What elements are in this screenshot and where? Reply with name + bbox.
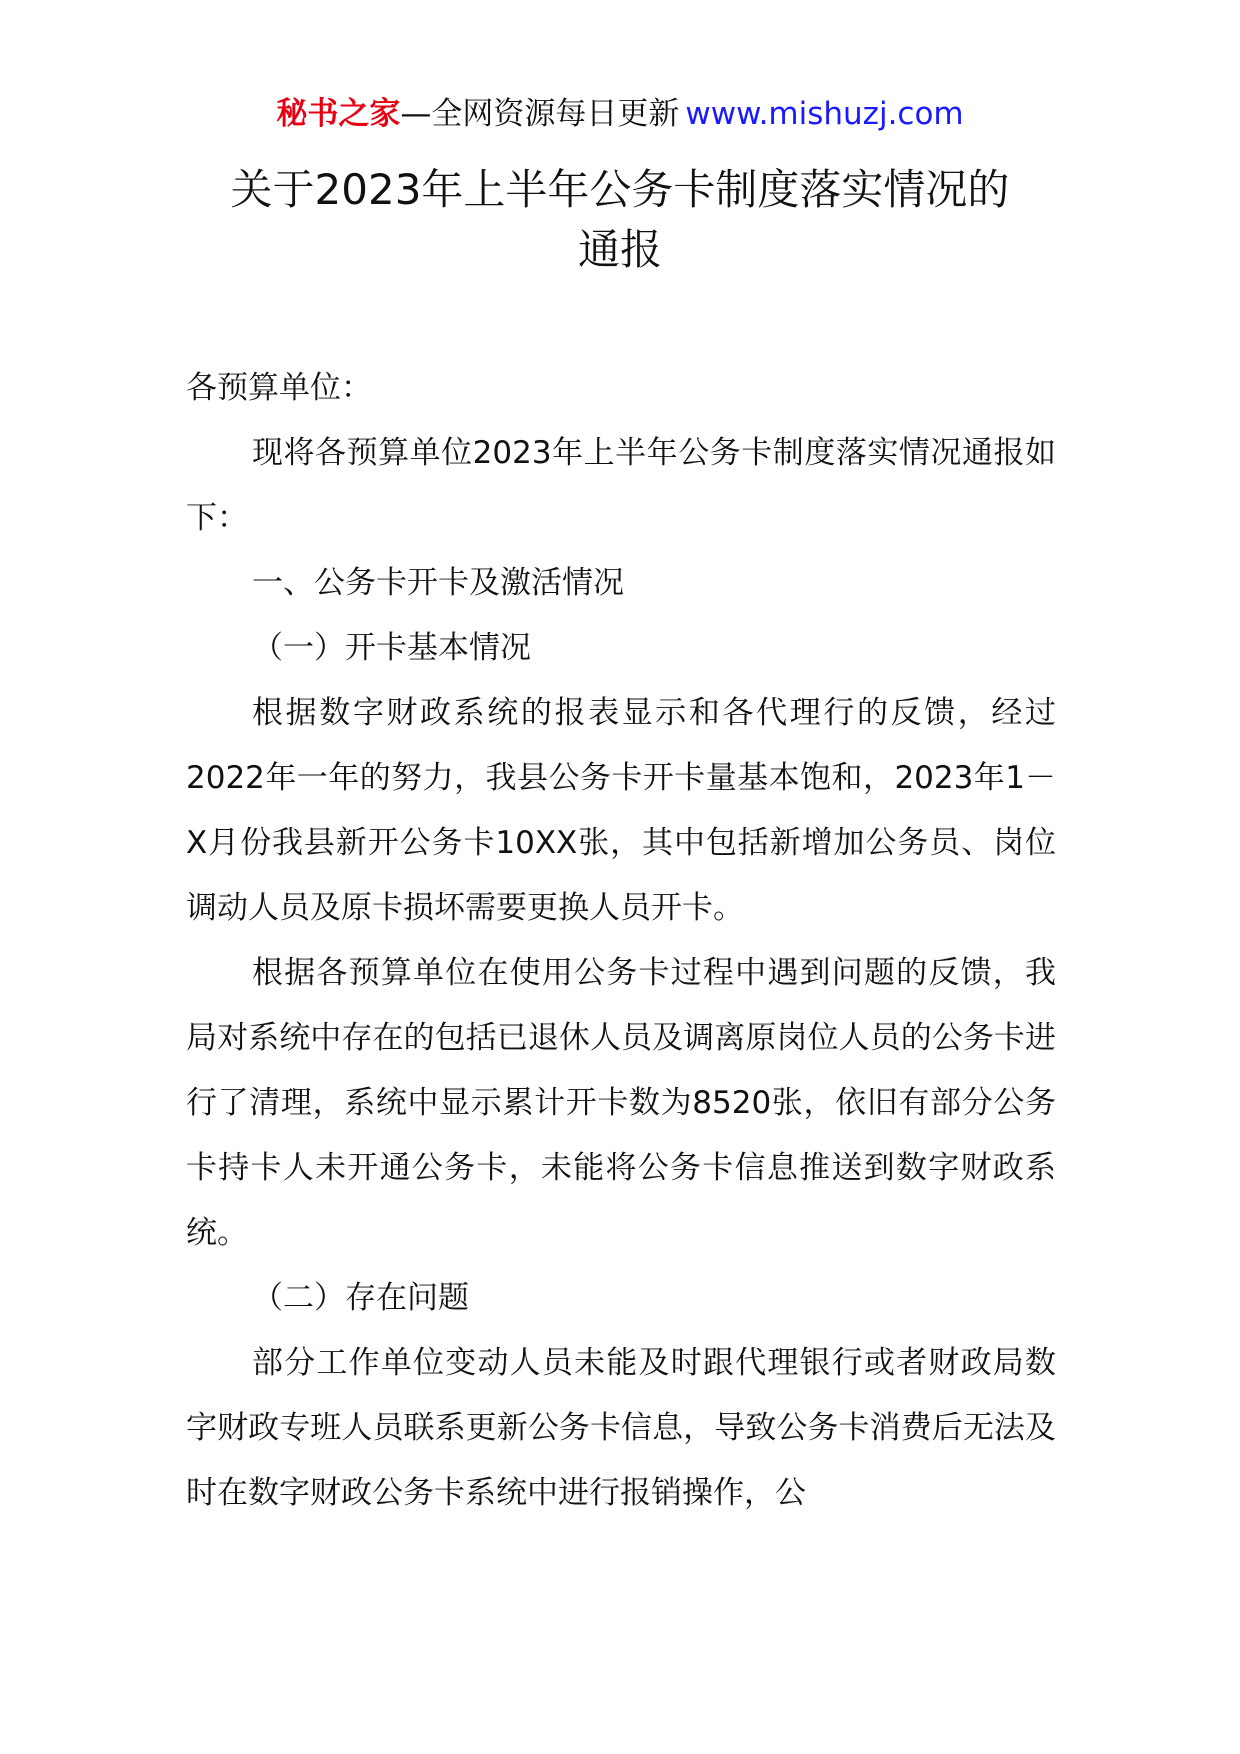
site-banner [0, 94, 1240, 134]
intro-paragraph: 现将各预算单位2023年上半年公务卡制度落实情况通报如下： [186, 435, 1056, 536]
section-heading-1: 一、公务卡开卡及激活情况 [252, 565, 624, 601]
site-link[interactable]: www.mishuzj.com [685, 96, 964, 132]
subsection-heading-2: （二）存在问题 [252, 1280, 469, 1316]
paragraph-3: 部分工作单位变动人员未能及时跟代理银行或者财政局数字财政专班人员联系更新公务卡信息，导致公务卡消费后无法及时在数字财政公务卡系统中进行报销操作，公 [186, 1345, 1056, 1511]
title-line-1: 关于2023年上半年公务卡制度落实情况的 [230, 165, 1010, 214]
document-title [150, 160, 1090, 280]
paragraph-2: 根据各预算单位在使用公务卡过程中遇到问题的反馈，我局对系统中存在的包括已退休人员及调离原岗位人员的公务卡进行了清理，系统中显示累计开卡数为8520张，依旧有部分公务卡持卡人未开通公务卡，未能将公务卡信息推送到数字财政系统。 [186, 955, 1056, 1251]
banner-tagline: —全网资源每日更新 [400, 96, 680, 132]
title-line-2: 通报 [577, 225, 662, 274]
subsection-heading-1: （一）开卡基本情况 [252, 630, 531, 666]
paragraph-1: 根据数字财政系统的报表显示和各代理行的反馈，经过2022年一年的努力，我县公务卡开卡量基本饱和，2023年1－X月份我县新开公务卡10XX张，其中包括新增加公务员、岗位调动人员及原卡损坏需要更换人员开卡。 [186, 695, 1056, 926]
document-body [186, 356, 1056, 1526]
brand-name: 秘书之家 [276, 96, 401, 132]
salutation: 各预算单位： [186, 370, 372, 406]
